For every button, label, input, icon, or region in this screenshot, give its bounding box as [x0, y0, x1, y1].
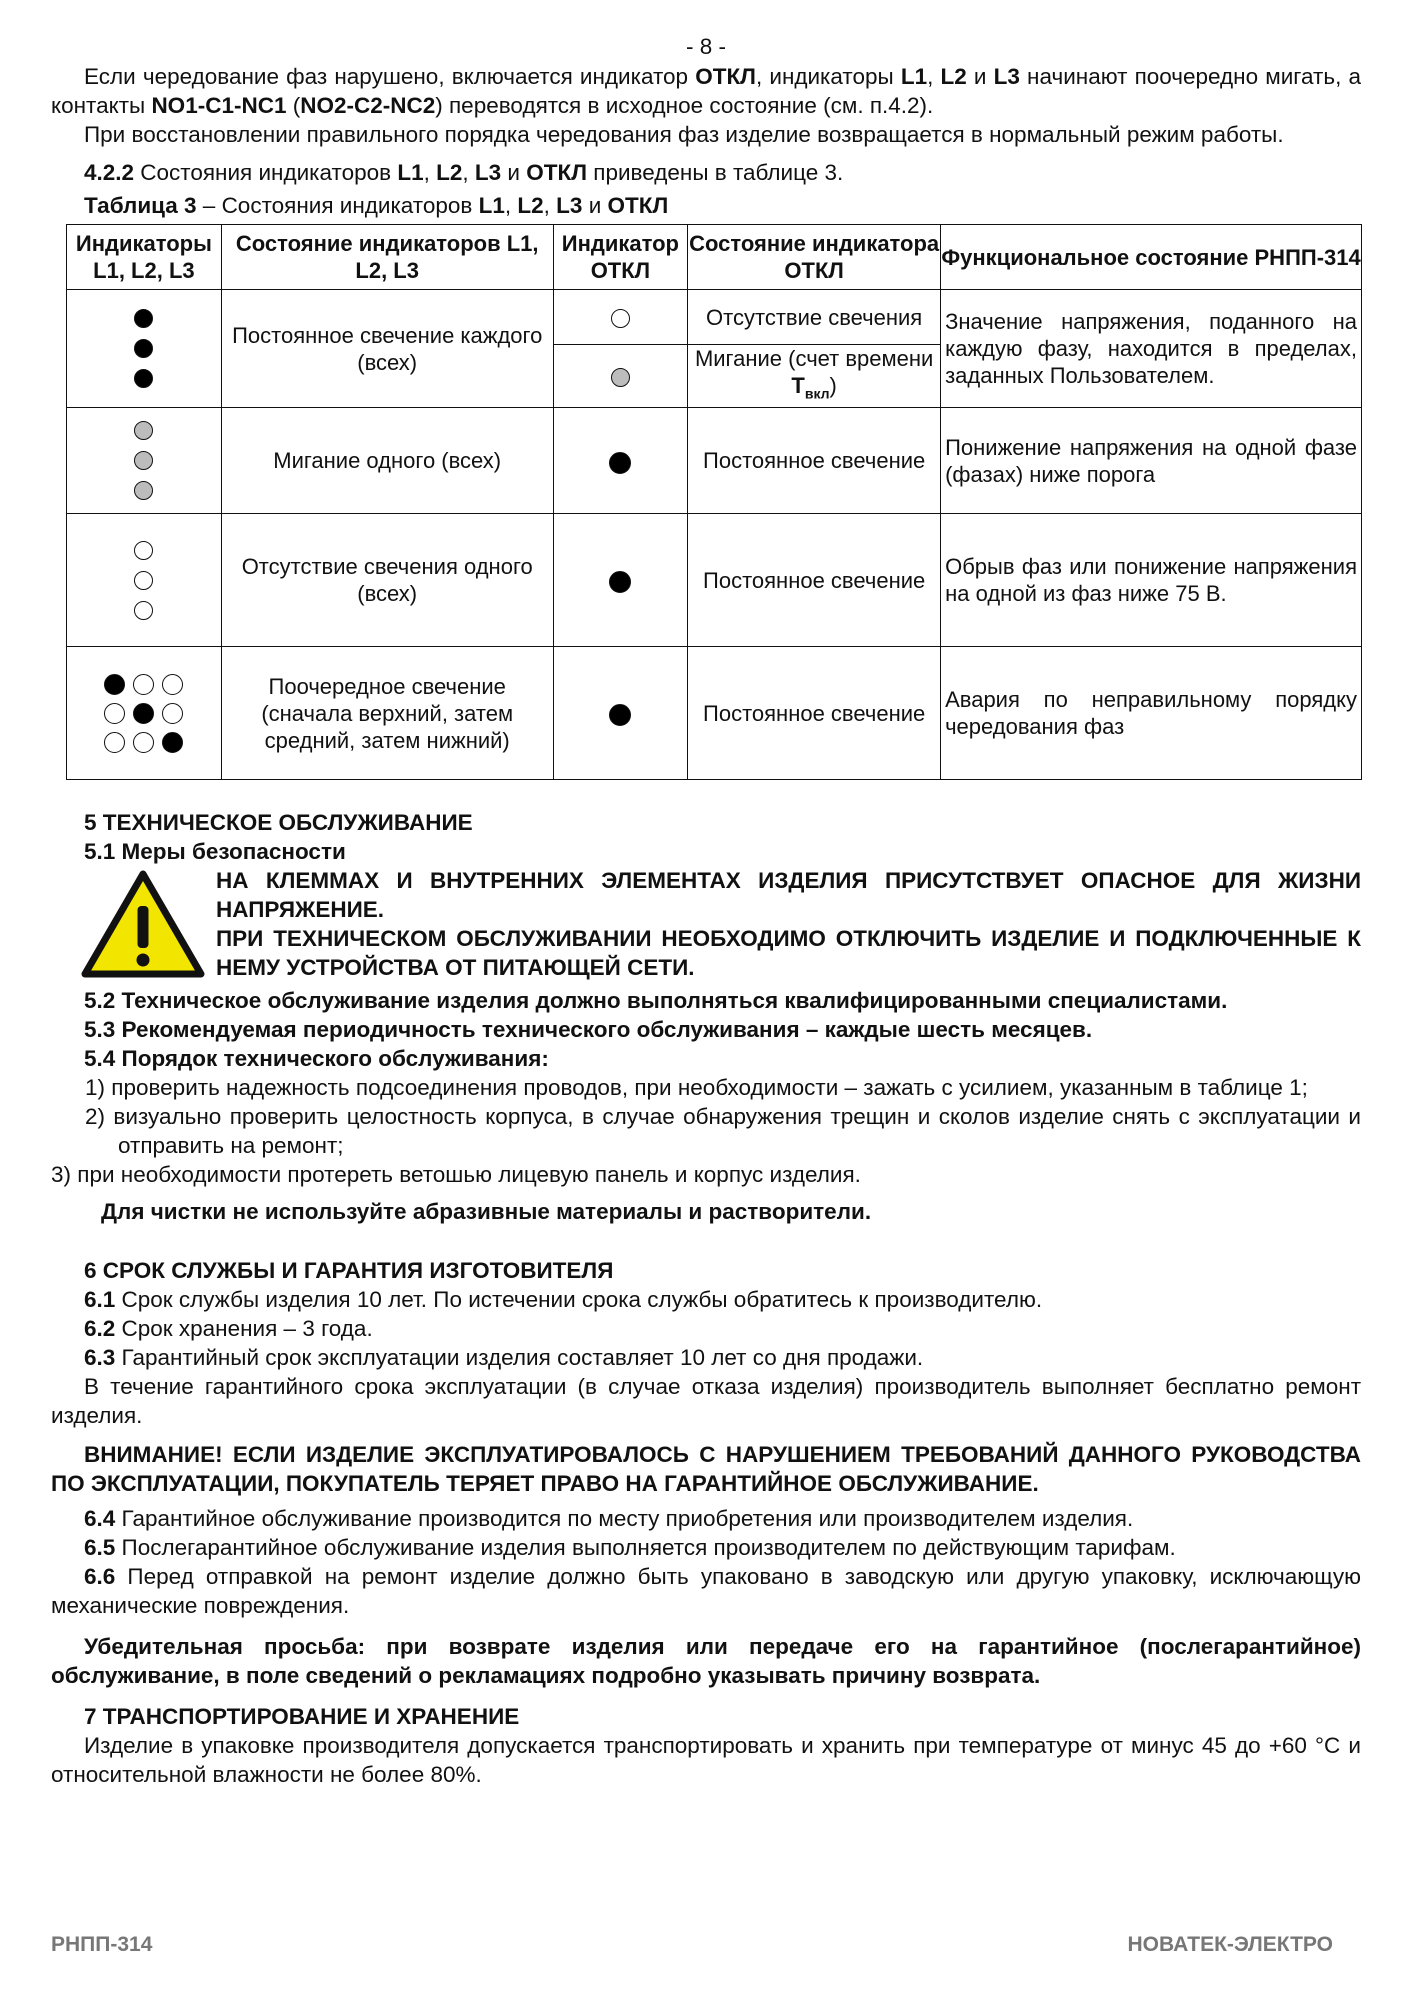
section-6-6: 6.6 Перед отправкой на ремонт изделие должно быть упаковано в заводскую или другую упаковку, исключающую механические повреждения.: [51, 1564, 1361, 1619]
led-off-icon: [134, 601, 153, 620]
footer-model: РНПП-314: [51, 1933, 153, 1956]
led-on-icon: [162, 732, 183, 753]
otkl-blink-cell: [553, 345, 688, 408]
section-6-5: 6.5 Послегарантийное обслуживание изделия выполняется производителем по действующим тарифам.: [84, 1535, 1176, 1561]
section-5-title: 5 ТЕХНИЧЕСКОЕ ОБСЛУЖИВАНИЕ: [84, 810, 473, 836]
function-cell: Обрыв фаз или понижение напряжения на одной из фаз ниже 75 В.: [941, 514, 1362, 647]
maintenance-list: [51, 1073, 1361, 1189]
led-off-icon: [134, 571, 153, 590]
intro-paragraph-2: При восстановлении правильного порядка чередования фаз изделие возвращается в нормальный режим работы.: [84, 122, 1284, 147]
section-6-2: 6.2 Срок хранения – 3 года.: [84, 1316, 373, 1342]
otkl-state-cell: Отсутствие свечения: [688, 290, 941, 345]
table-row: [67, 408, 1362, 514]
leds-sequential: [67, 647, 222, 780]
state-cell: Отсутствие свечения одного (всех): [221, 514, 553, 647]
section-6-4: 6.4 Гарантийное обслуживание производится по месту приобретения или производителем изделия.: [84, 1506, 1134, 1532]
led-off-icon: [133, 732, 154, 753]
section-4-2-2: 4.2.2 Состояния индикаторов L1, L2, L3 и ОТКЛ приведены в таблице 3.: [84, 160, 844, 185]
section-7-title: 7 ТРАНСПОРТИРОВАНИЕ И ХРАНЕНИЕ: [84, 1704, 520, 1730]
table-row: [67, 647, 1362, 780]
warning-triangle-icon: [79, 866, 207, 986]
led-blink-icon: [134, 421, 153, 440]
otkl-state-cell: Постоянное свечение: [688, 514, 941, 647]
footer: [51, 1930, 1333, 1959]
section-5-3: 5.3 Рекомендуемая периодичность технического обслуживания – каждые шесть месяцев.: [84, 1017, 1093, 1043]
state-cell: Поочередное свечение (сначала верхний, затем средний, затем нижний): [221, 647, 553, 780]
indicator-table: [66, 224, 1362, 780]
function-cell: Значение напряжения, поданного на каждую фазу, находится в пределах, заданных Пользователем.: [941, 290, 1362, 408]
led-on-icon: [134, 369, 153, 388]
otkl-on-cell: [553, 408, 688, 514]
warning-text-2: ПРИ ТЕХНИЧЕСКОМ ОБСЛУЖИВАНИИ НЕОБХОДИМО ОТКЛЮЧИТЬ ИЗДЕЛИЕ И ПОДКЛЮЧЕННЫЕ К НЕМУ УСТРОЙСТВА ОТ ПИТАЮЩЕЙ СЕТИ.: [216, 926, 1361, 981]
cleaning-note: Для чистки не используйте абразивные материалы и растворители.: [101, 1199, 872, 1225]
intro-paragraph-1: Если чередование фаз нарушено, включается индикатор ОТКЛ, индикаторы L1, L2 и L3 начинают поочередно мигать, а контакты NO1-C1-NC1 (NO2-C2-NC2) переводятся в исходное состояние (см. п.4.2).: [51, 64, 1361, 118]
header-function: Функциональное состояние РНПП-314: [941, 225, 1362, 290]
state-cell: Постоянное свечение каждого (всех): [221, 290, 553, 408]
table-row: [67, 290, 1362, 345]
led-on-icon: [134, 309, 153, 328]
led-blink-icon: [134, 481, 153, 500]
otkl-off-cell: [553, 290, 688, 345]
function-cell: Понижение напряжения на одной фазе (фазах) ниже порога: [941, 408, 1362, 514]
otkl-on-cell: [553, 514, 688, 647]
leds-all-on: [67, 290, 222, 408]
leds-off: [67, 514, 222, 647]
led-on-icon: [133, 703, 154, 724]
list-item: 2) визуально проверить целостность корпуса, в случае обнаружения трещин и сколов изделие снять с эксплуатации и отправить на ремонт;: [85, 1104, 1361, 1159]
otkl-state-cell: Постоянное свечение: [688, 408, 941, 514]
attention-paragraph: ВНИМАНИЕ! ЕСЛИ ИЗДЕЛИЕ ЭКСПЛУАТИРОВАЛОСЬ С НАРУШЕНИЕМ ТРЕБОВАНИЙ ДАННОГО РУКОВОДСТВА ПО ЭКСПЛУАТАЦИИ, ПОКУПАТЕЛЬ ТЕРЯЕТ ПРАВО НА ГАРАНТИЙНОЕ ОБСЛУЖИВАНИЕ.: [51, 1442, 1361, 1497]
led-off-icon: [104, 732, 125, 753]
footer-company: НОВАТЕК-ЭЛЕКТРО: [1127, 1933, 1333, 1956]
request-paragraph: Убедительная просьба: при возврате изделия или передаче его на гарантийное (послегарантийное) обслуживание, в поле сведений о рекламациях подробно указывать причину возврата.: [51, 1634, 1361, 1689]
section-6-3: 6.3 Гарантийный срок эксплуатации изделия составляет 10 лет со дня продажи.: [84, 1345, 924, 1371]
led-blink-icon: [134, 451, 153, 470]
led-off-icon: [133, 674, 154, 695]
safety-warning: [51, 866, 1361, 986]
table-row: [67, 514, 1362, 647]
led-off-icon: [611, 309, 630, 328]
header-otkl: Индикатор ОТКЛ: [553, 225, 688, 290]
otkl-on-cell: [553, 647, 688, 780]
section-5-1-title: 5.1 Меры безопасности: [84, 839, 346, 865]
list-item: 1) проверить надежность подсоединения проводов, при необходимости – зажать с усилием, указанным в таблице 1;: [85, 1075, 1308, 1101]
leds-blink: [67, 408, 222, 514]
led-off-icon: [134, 541, 153, 560]
header-state: Состояние индикаторов L1, L2, L3: [221, 225, 553, 290]
page: [51, 32, 1361, 1789]
repair-paragraph: В течение гарантийного срока эксплуатации (в случае отказа изделия) производитель выполняет бесплатно ремонт изделия.: [51, 1374, 1361, 1429]
state-cell: Мигание одного (всех): [221, 408, 553, 514]
section-5-4: 5.4 Порядок технического обслуживания:: [84, 1046, 549, 1072]
led-on-icon: [609, 704, 631, 726]
led-on-icon: [609, 452, 631, 474]
table-header-row: [67, 225, 1362, 290]
page-number: - 8 -: [685, 34, 726, 59]
otkl-state-cell: Мигание (счет времени $Т_{вкл}$): [688, 345, 941, 408]
led-off-icon: [162, 674, 183, 695]
section-6-1: 6.1 Срок службы изделия 10 лет. По истечении срока службы обратитесь к производителю.: [84, 1287, 1043, 1313]
led-off-icon: [162, 703, 183, 724]
led-on-icon: [609, 571, 631, 593]
function-cell: Авария по неправильному порядку чередования фаз: [941, 647, 1362, 780]
otkl-state-cell: Постоянное свечение: [688, 647, 941, 780]
header-indicators: Индикаторы L1, L2, L3: [67, 225, 222, 290]
led-on-icon: [134, 339, 153, 358]
led-off-icon: [104, 703, 125, 724]
section-5-2: 5.2 Техническое обслуживание изделия должно выполняться квалифицированными специалистами.: [84, 988, 1228, 1014]
section-7-text: Изделие в упаковке производителя допускается транспортировать и хранить при температуре от минус 45 до +60 °С и относительной влажности не более 80%.: [51, 1733, 1361, 1788]
section-6-title: 6 СРОК СЛУЖБЫ И ГАРАНТИЯ ИЗГОТОВИТЕЛЯ: [84, 1258, 614, 1284]
header-otkl-state: Состояние индикатора ОТКЛ: [688, 225, 941, 290]
table-caption: Таблица 3 – Состояния индикаторов L1, L2, L3 и ОТКЛ: [84, 193, 669, 218]
led-blink-icon: [611, 368, 630, 387]
led-on-icon: [104, 674, 125, 695]
list-item: 3) при необходимости протереть ветошью лицевую панель и корпус изделия.: [51, 1162, 861, 1188]
warning-text-1: НА КЛЕММАХ И ВНУТРЕННИХ ЭЛЕМЕНТАХ ИЗДЕЛИЯ ПРИСУТСТВУЕТ ОПАСНОЕ ДЛЯ ЖИЗНИ НАПРЯЖЕНИЕ.: [216, 868, 1361, 923]
